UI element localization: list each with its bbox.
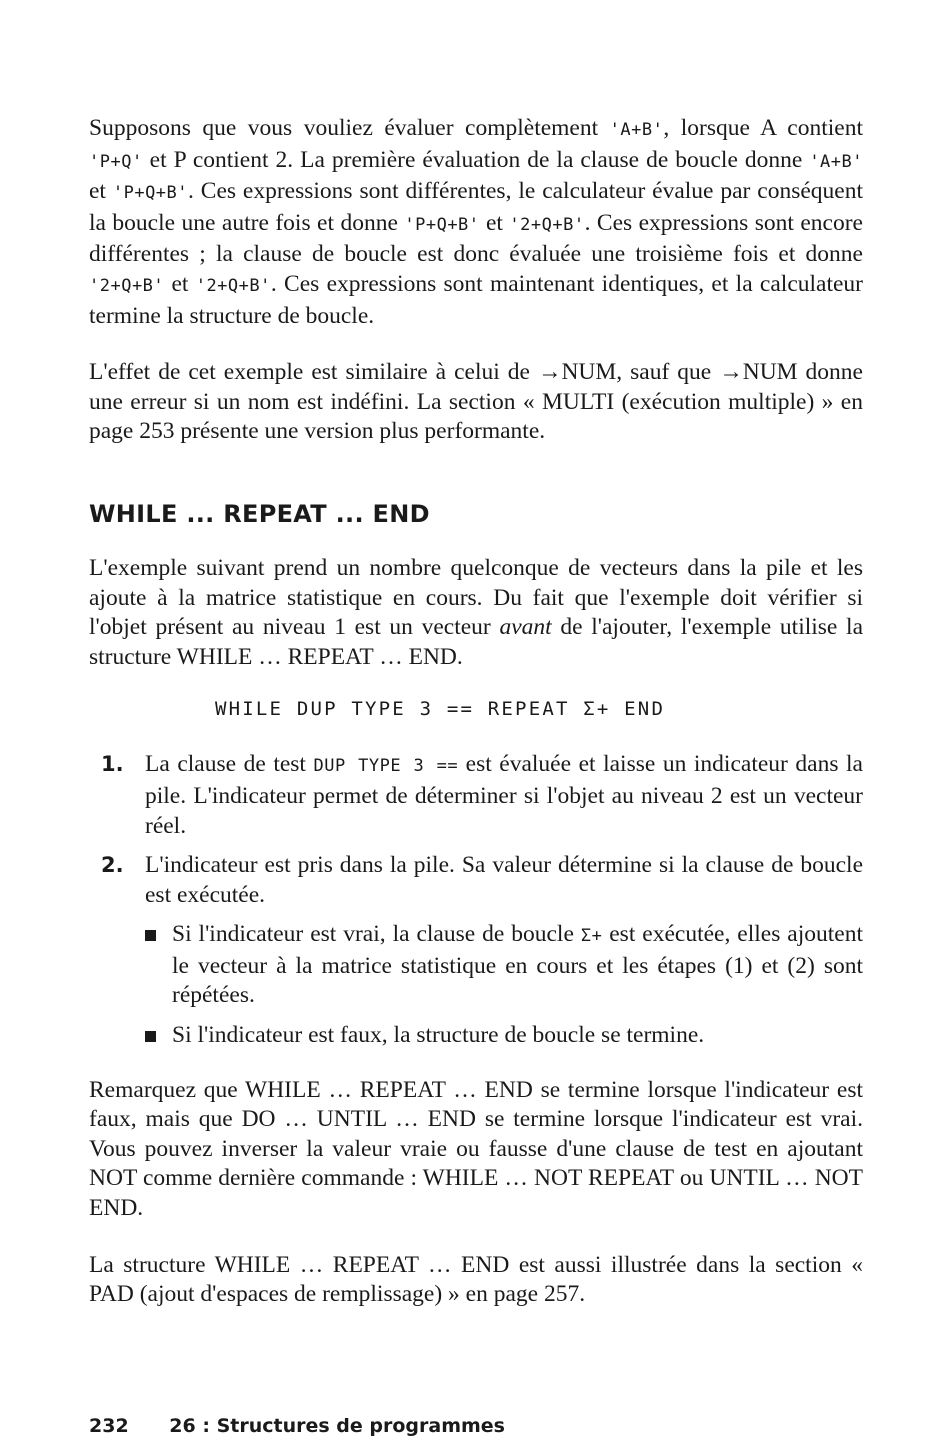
- page-content: [89, 114, 863, 1310]
- text-run: et: [479, 209, 510, 236]
- text-run: La clause de test: [145, 751, 314, 778]
- text-run: et P contient 2. La première évaluation de la clause de boucle donne: [142, 146, 810, 173]
- text-run: . Ces expressions sont encore différentes ; la clause de boucle est donc évaluée une troisième fois et donne: [89, 209, 863, 268]
- text-run: de l'ajouter, l'exemple utilise la structure WHILE … REPEAT … END.: [89, 614, 864, 670]
- inline-code: Σ+: [580, 926, 603, 947]
- emphasis: avant: [499, 614, 552, 641]
- text-run: Si l'indicateur est vrai, la clause de boucle: [172, 921, 581, 948]
- text-run: Supposons que vous vouliez évaluer complètement: [89, 115, 610, 141]
- paragraph-remark: Remarquez que WHILE … REPEAT … END se termine lorsque l'indicateur est faux, mais que DO … UNTIL … END se termine lorsque l'indicateur est vrai. Vous pouvez inverser la valeur vraie ou fausse d'une clause de test en ajoutant NOT comme dernière commande : WHILE … NOT REPEAT ou UNTIL … NOT END.: [89, 1076, 863, 1222]
- inline-code: '2+Q+B': [89, 275, 165, 296]
- page-number: 232: [89, 1415, 129, 1437]
- item-text: [145, 750, 863, 841]
- item-text: L'indicateur est pris dans la pile. Sa valeur détermine si la clause de boucle est exécutée.: [145, 852, 863, 908]
- item-number: 2.: [101, 853, 124, 878]
- bullet-text: [172, 920, 863, 1011]
- text-run: . Ces expressions sont différentes, le calculateur évalue par conséquent la boucle une autre fois et donne: [89, 178, 863, 236]
- inline-code: '2+Q+B': [509, 214, 585, 235]
- paragraph-intro: [89, 554, 863, 672]
- inline-code: 'A+B': [809, 151, 863, 172]
- item-number: 1.: [101, 752, 124, 777]
- numbered-item-1: [89, 750, 863, 841]
- square-bullet-icon: [145, 1031, 156, 1042]
- paragraph-num-comparison: L'effet de cet exemple est similaire à celui de →NUM, sauf que →NUM donne une erreur si un nom est indéfini. La section « MULTI (exécution multiple) » en page 253 présente une version plus performante.: [89, 359, 863, 445]
- text-run: et: [89, 178, 113, 205]
- numbered-item-2: [89, 851, 863, 910]
- square-bullet-icon: [145, 930, 156, 941]
- inline-code: 'P+Q+B': [112, 183, 189, 204]
- bullet-item-true: [89, 920, 863, 1011]
- text-run: et: [164, 270, 196, 297]
- inline-code: 'P+Q': [89, 151, 143, 172]
- text-run: . Ces expressions sont maintenant identiques, et la calculateur termine la structure de boucle.: [89, 270, 863, 329]
- inline-code: DUP TYPE 3 ==: [313, 756, 459, 777]
- text-run: , lorsque A contient: [663, 115, 863, 141]
- bullet-text: Si l'indicateur est faux, la structure de boucle se termine.: [172, 1022, 705, 1049]
- inline-code: '2+Q+B': [195, 275, 271, 296]
- text-run: est exécutée, elles ajoutent le vecteur à la matrice statistique en cours et les étapes (1) et (2) sont répétées.: [172, 921, 863, 1009]
- chapter-title: 26 : Structures de programmes: [169, 1415, 505, 1437]
- inline-code: 'A+B': [609, 120, 664, 140]
- bullet-item-false: [89, 1021, 863, 1051]
- section-heading: WHILE ... REPEAT ... END: [89, 499, 430, 528]
- paragraph-closing: La structure WHILE … REPEAT … END est aussi illustrée dans la section « PAD (ajout d'espaces de remplissage) » en page 257.: [89, 1251, 863, 1308]
- paragraph-evaluation-example: [89, 114, 863, 331]
- text-run: est évaluée et laisse un indicateur dans la pile. L'indicateur permet de déterminer si l'objet au niveau 2 est un vecteur réel.: [145, 751, 863, 839]
- code-example: WHILE DUP TYPE 3 == REPEAT Σ+ END: [215, 698, 666, 721]
- inline-code: 'P+Q+B': [404, 214, 480, 235]
- text-run: L'exemple suivant prend un nombre quelconque de vecteurs dans la pile et les ajoute à la matrice statistique en cours. Du fait que l'exemple doit vérifier si l'objet présent au niveau 1 est un vecteur: [89, 554, 863, 641]
- page-footer: [89, 1414, 505, 1438]
